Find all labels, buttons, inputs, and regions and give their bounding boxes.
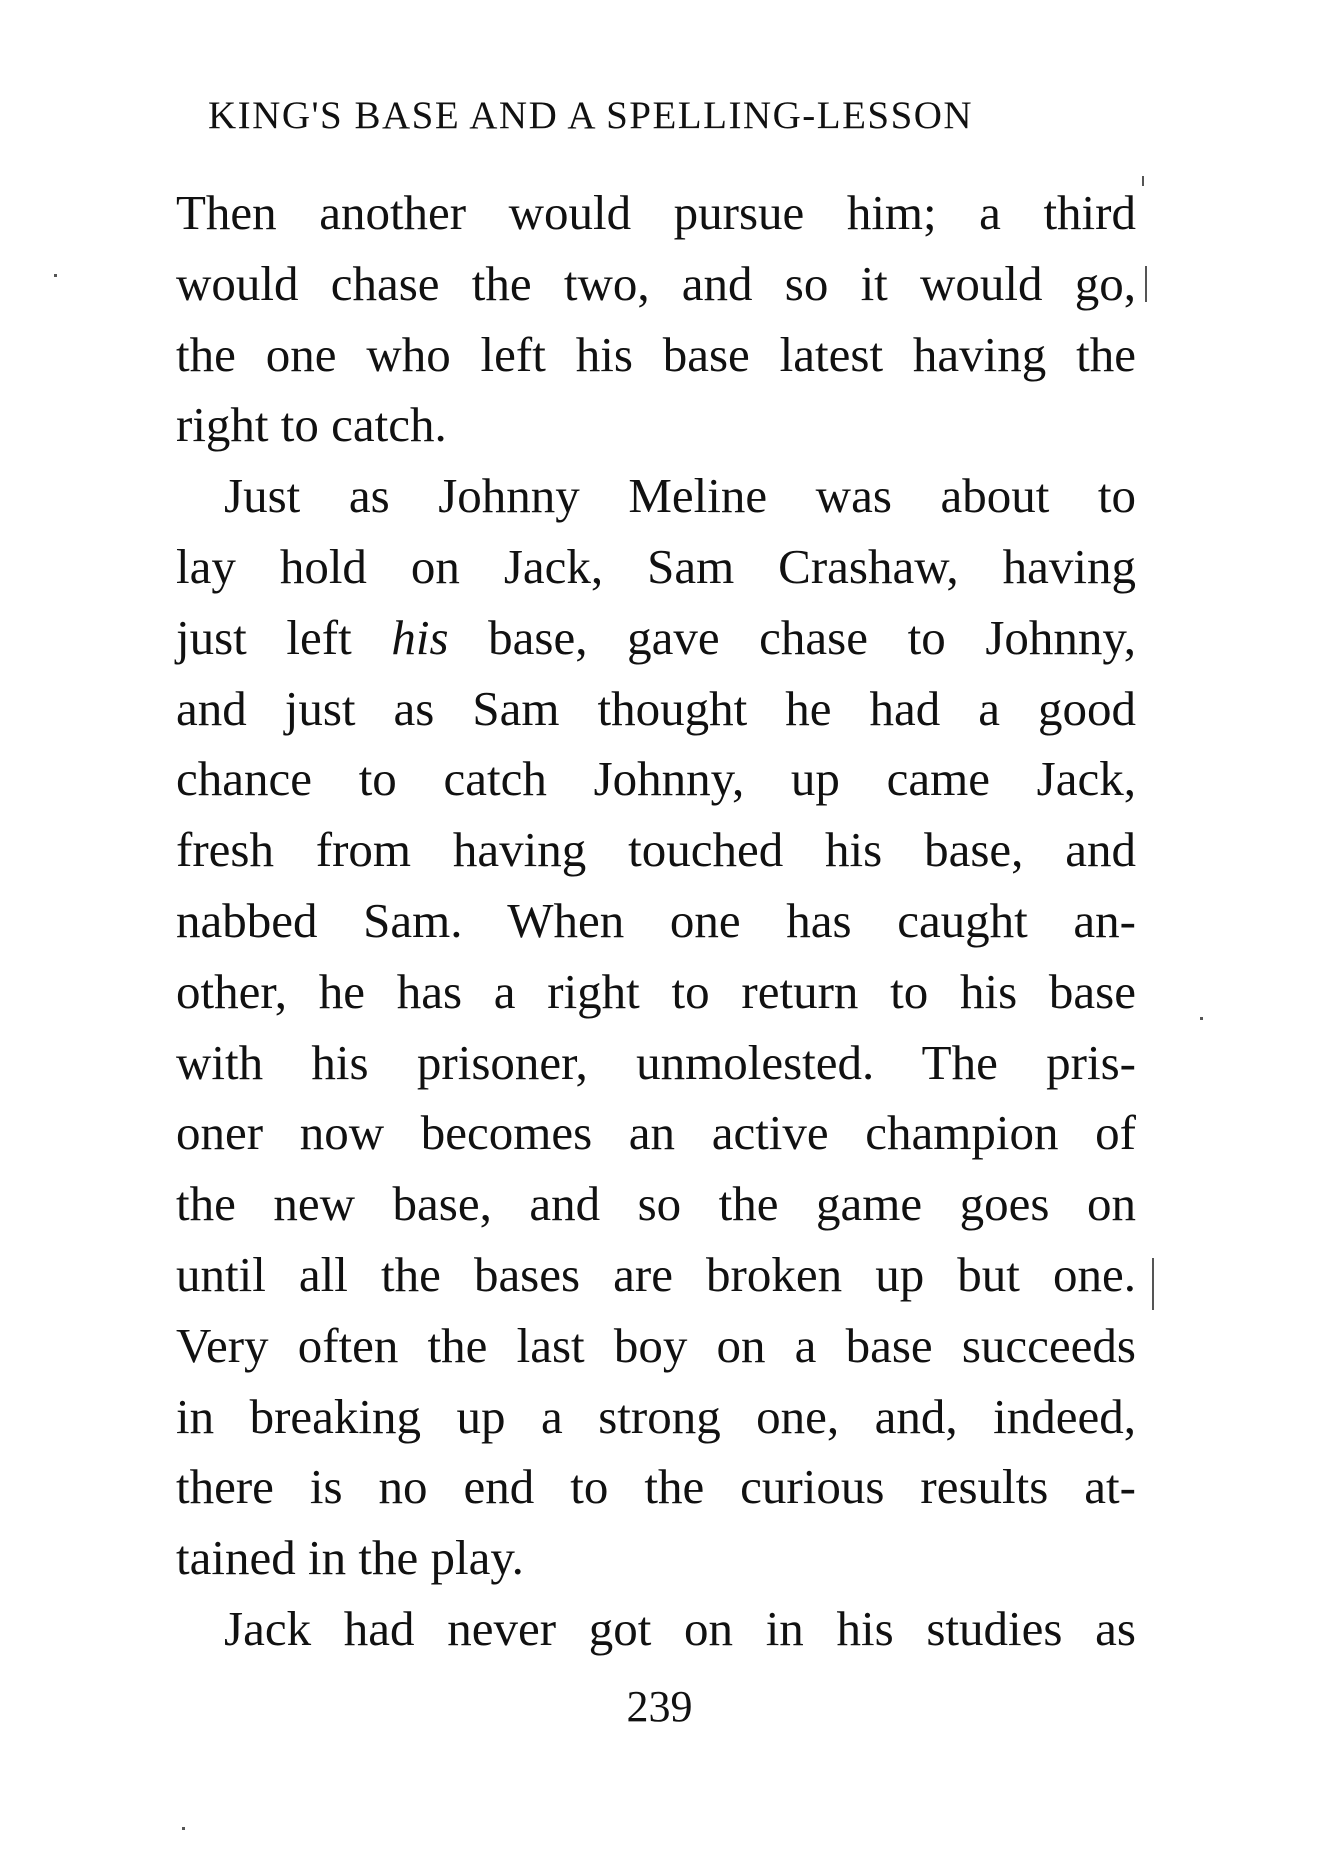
text-line: Then another would pursue him; a third: [176, 185, 1136, 240]
text-line: other, he has a right to return to his base: [176, 963, 1136, 1019]
text-line: chance to catch Johnny, up came Jack,: [176, 751, 1136, 807]
text-line: lay hold on Jack, Sam Crashaw, having: [176, 538, 1136, 594]
text-line: with his prisoner, unmolested. The pris-: [176, 1034, 1136, 1090]
text-line: and just as Sam thought he had a good: [176, 680, 1136, 736]
print-speck: [1200, 1017, 1203, 1020]
text-line: the one who left his base latest having the: [176, 326, 1136, 382]
text-line: there is no end to the curious results at-: [176, 1459, 1136, 1515]
text-line: Just as Johnny Meline was about to: [224, 468, 1136, 524]
print-speck: [54, 274, 57, 277]
text-line: right to catch.: [176, 397, 447, 453]
page-number: 239: [626, 1682, 693, 1731]
text-span: just left: [176, 609, 392, 665]
text-line: the new base, and so the game goes on: [176, 1176, 1136, 1232]
print-speck: [182, 1827, 185, 1830]
text-line: tained in the play.: [176, 1530, 524, 1586]
text-line: until all the bases are broken up but one.: [176, 1246, 1136, 1302]
text-line: in breaking up a strong one, and, indeed,: [176, 1388, 1136, 1444]
text-line: would chase the two, and so it would go,: [176, 255, 1136, 311]
text-line: Jack had never got on in his studies as: [224, 1600, 1136, 1656]
text-line: Very often the last boy on a base succeeds: [176, 1317, 1136, 1373]
text-line: oner now becomes an active champion of: [176, 1105, 1136, 1161]
running-head: KING'S BASE AND A SPELLING-LESSON: [208, 94, 974, 137]
text-line: nabbed Sam. When one has caught an-: [176, 892, 1136, 948]
text-line: fresh from having touched his base, and: [176, 822, 1136, 878]
print-speck: [1152, 1258, 1154, 1310]
print-speck: [1145, 266, 1147, 302]
text-line-with-italic: [176, 603, 1136, 674]
body-text: [176, 178, 1136, 1665]
print-speck: [1142, 176, 1144, 186]
text-span: base, gave chase to Johnny,: [448, 609, 1136, 665]
italic-word: his: [391, 609, 449, 665]
